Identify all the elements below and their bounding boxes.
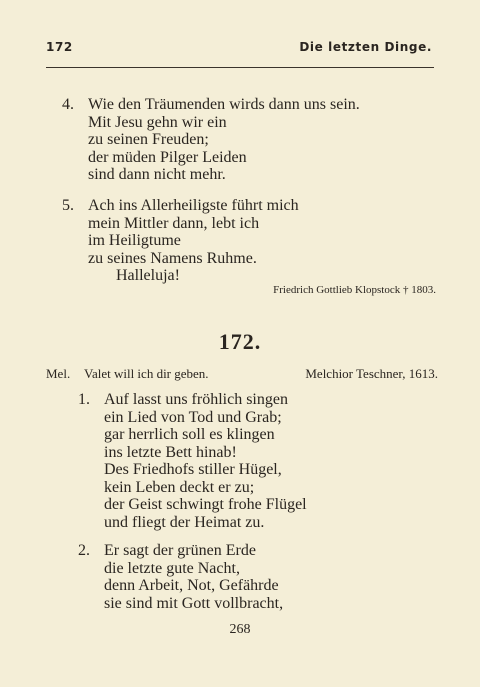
verse-line: ein Lied von Tod und Grab; (104, 408, 282, 426)
verse-line: denn Arbeit, Not, Gefährde (104, 577, 279, 594)
verse-line: sind dann nicht mehr. (88, 166, 226, 183)
verse-line: Auf lasst uns fröhlich singen (104, 391, 288, 408)
verse-line: zu seinen Freuden; (88, 131, 209, 148)
verse-line: Mit Jesu gehn wir ein (88, 113, 227, 131)
verse-4 (62, 96, 360, 184)
verse-line: mein Mittler dann, lebt ich (88, 214, 260, 232)
verse-2 (78, 542, 284, 612)
verse-line: Er sagt der grünen Erde (104, 542, 256, 559)
verse-line: gar herrlich soll es klingen (104, 426, 275, 443)
verse-line: Wie den Träumenden wirds dann uns sein. (88, 96, 360, 113)
header-rule (46, 67, 434, 68)
verse-line: zu seines Namens Ruhme. (88, 249, 257, 267)
verse-line: der Geist schwingt frohe Flügel (104, 496, 307, 513)
header-page-ref: 172 (46, 40, 73, 54)
verse-line: der müden Pilger Leiden (88, 148, 247, 166)
verse-5 (62, 197, 299, 285)
verse-number: 5. (62, 197, 74, 214)
hymn-number: 172. (218, 329, 262, 354)
author-attribution: Friedrich Gottlieb Klopstock † 1803. (273, 284, 436, 296)
verse-line: ins letzte Bett hinab! (104, 443, 237, 461)
verse-line: die letzte gute Nacht, (104, 559, 240, 577)
verse-number: 1. (78, 391, 90, 408)
verse-line: sie sind mit Gott vollbracht, (104, 594, 284, 612)
verse-number: 2. (78, 542, 90, 559)
verse-line: Halleluja! (116, 267, 180, 284)
page-number: 268 (229, 622, 251, 637)
verse-1 (78, 391, 307, 531)
running-header (46, 40, 432, 60)
running-title: Die letzten Dinge. (299, 40, 432, 54)
verse-line: Ach ins Allerheiligste führt mich (88, 197, 299, 214)
verse-number: 4. (62, 96, 74, 113)
melody-title: Valet will ich dir geben. (84, 366, 209, 381)
verse-line: im Heiligtume (88, 232, 181, 249)
verse-line: Des Friedhofs stiller Hügel, (104, 461, 282, 478)
melody-label: Mel. (46, 366, 71, 381)
verse-line: kein Leben deckt er zu; (104, 478, 255, 496)
melody-composer: Melchior Teschner, 1613. (305, 366, 438, 381)
verse-line: und fliegt der Heimat zu. (104, 513, 265, 531)
